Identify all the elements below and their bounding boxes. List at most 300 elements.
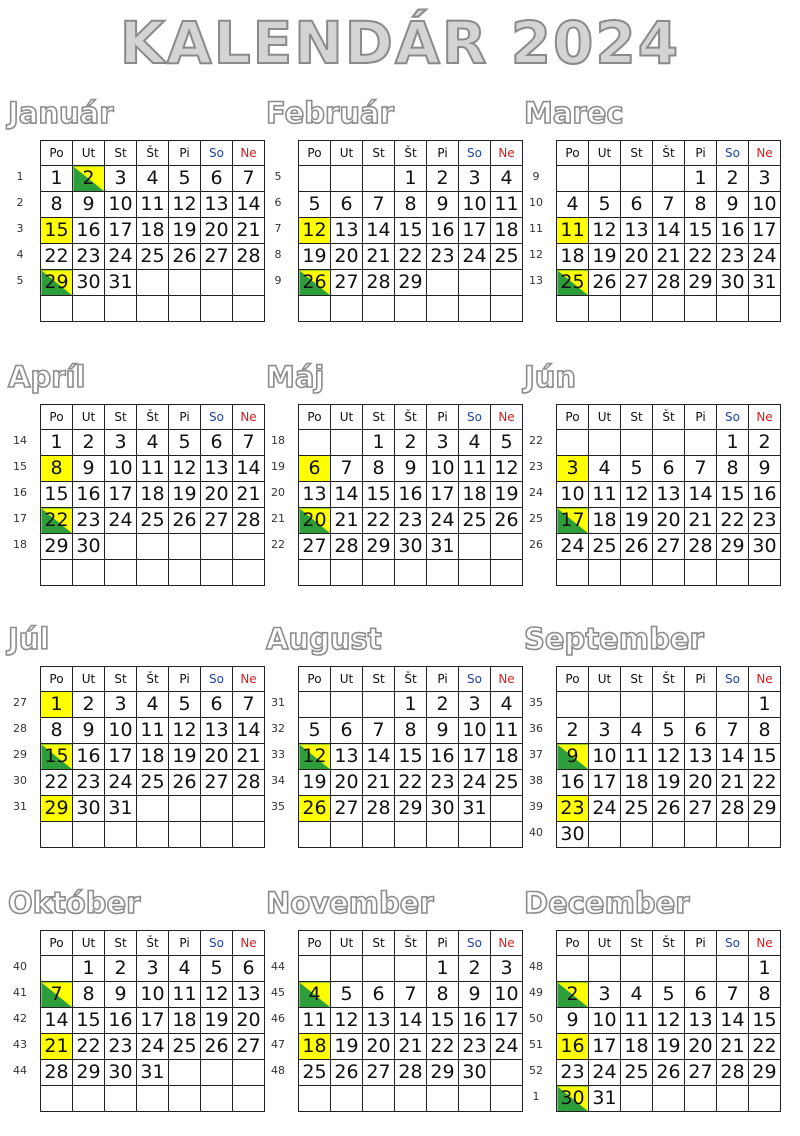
weekday-header: Št	[653, 141, 685, 166]
empty-cell	[233, 534, 265, 560]
empty-cell	[717, 1086, 749, 1112]
day-cell: 12	[621, 482, 653, 508]
day-cell: 6	[685, 718, 717, 744]
day-cell: 30	[73, 534, 105, 560]
week-number: 16	[13, 486, 27, 499]
empty-cell	[331, 430, 363, 456]
day-cell: 10	[105, 718, 137, 744]
day-cell: 1	[749, 956, 781, 982]
empty-cell	[73, 1086, 105, 1112]
weekday-header: Ut	[589, 405, 621, 430]
day-cell: 16	[73, 744, 105, 770]
day-cell: 19	[169, 218, 201, 244]
day-cell: 2	[427, 166, 459, 192]
week-number: 5	[16, 274, 24, 287]
day-cell: 31	[105, 796, 137, 822]
empty-cell	[73, 560, 105, 586]
month-grid	[40, 404, 265, 586]
weekday-header: Ne	[491, 931, 523, 956]
empty-cell	[491, 796, 523, 822]
empty-cell	[491, 1086, 523, 1112]
week-number: 32	[271, 722, 285, 735]
weekday-header: Št	[395, 667, 427, 692]
month-name: December	[524, 886, 690, 920]
weekday-header: So	[459, 141, 491, 166]
day-cell: 11	[169, 982, 201, 1008]
month-3	[6, 360, 266, 610]
weekday-header: St	[621, 141, 653, 166]
week-number: 33	[271, 748, 285, 761]
day-cell: 2	[557, 982, 589, 1008]
day-cell: 13	[653, 482, 685, 508]
day-cell: 27	[363, 1060, 395, 1086]
day-cell: 30	[73, 796, 105, 822]
empty-cell	[363, 956, 395, 982]
day-cell: 20	[299, 508, 331, 534]
day-cell: 28	[717, 1060, 749, 1086]
week-number: 38	[529, 774, 543, 787]
day-cell: 20	[685, 1034, 717, 1060]
day-cell: 10	[105, 192, 137, 218]
day-cell: 7	[363, 718, 395, 744]
day-cell: 1	[395, 166, 427, 192]
empty-cell	[233, 1060, 265, 1086]
day-cell: 19	[201, 1008, 233, 1034]
weekday-header: Št	[137, 405, 169, 430]
empty-cell	[459, 560, 491, 586]
weekday-header: Po	[41, 667, 73, 692]
week-number: 20	[271, 486, 285, 499]
day-cell: 25	[491, 244, 523, 270]
empty-cell	[685, 956, 717, 982]
empty-cell	[169, 822, 201, 848]
day-cell: 9	[73, 192, 105, 218]
day-cell: 8	[73, 982, 105, 1008]
day-cell: 10	[491, 982, 523, 1008]
week-number: 9	[274, 274, 282, 287]
week-number: 1	[532, 1090, 540, 1103]
day-cell: 2	[73, 692, 105, 718]
day-cell: 11	[137, 718, 169, 744]
weekday-header: Pi	[169, 405, 201, 430]
day-cell: 4	[137, 692, 169, 718]
day-cell: 12	[299, 218, 331, 244]
day-cell: 25	[169, 1034, 201, 1060]
day-cell: 5	[299, 718, 331, 744]
day-cell: 5	[331, 982, 363, 1008]
day-cell: 10	[749, 192, 781, 218]
day-cell: 20	[201, 482, 233, 508]
day-cell: 18	[169, 1008, 201, 1034]
month-name: Marec	[524, 96, 624, 130]
day-cell: 1	[427, 956, 459, 982]
day-cell: 6	[201, 692, 233, 718]
week-number: 40	[13, 960, 27, 973]
weekday-header: Ne	[749, 931, 781, 956]
empty-cell	[137, 1086, 169, 1112]
day-cell: 29	[717, 534, 749, 560]
day-cell: 9	[459, 982, 491, 1008]
empty-cell	[105, 822, 137, 848]
day-cell: 12	[653, 1008, 685, 1034]
day-cell: 6	[201, 430, 233, 456]
week-number: 48	[271, 1064, 285, 1077]
day-cell: 9	[73, 456, 105, 482]
month-grid	[298, 404, 523, 586]
weekday-header: St	[363, 667, 395, 692]
weekday-header: St	[363, 405, 395, 430]
day-cell: 7	[233, 430, 265, 456]
day-cell: 21	[717, 1034, 749, 1060]
day-cell: 18	[557, 244, 589, 270]
day-cell: 28	[685, 534, 717, 560]
weekday-header: Št	[137, 667, 169, 692]
empty-cell	[201, 296, 233, 322]
day-cell: 4	[589, 456, 621, 482]
empty-cell	[491, 560, 523, 586]
empty-cell	[717, 822, 749, 848]
day-cell: 5	[169, 692, 201, 718]
day-cell: 3	[105, 692, 137, 718]
day-cell: 26	[491, 508, 523, 534]
day-cell: 17	[589, 770, 621, 796]
day-cell: 12	[491, 456, 523, 482]
month-name: September	[524, 622, 704, 656]
day-cell: 3	[491, 956, 523, 982]
day-cell: 10	[589, 1008, 621, 1034]
weekday-header: Ne	[233, 141, 265, 166]
month-grid	[40, 666, 265, 848]
day-cell: 18	[621, 770, 653, 796]
day-cell: 29	[685, 270, 717, 296]
day-cell: 24	[459, 770, 491, 796]
day-cell: 28	[363, 796, 395, 822]
week-number: 26	[529, 538, 543, 551]
weekday-header: Po	[557, 931, 589, 956]
day-cell: 2	[73, 166, 105, 192]
day-cell: 16	[749, 482, 781, 508]
day-cell: 23	[459, 1034, 491, 1060]
empty-cell	[363, 166, 395, 192]
empty-cell	[621, 692, 653, 718]
day-cell: 3	[105, 430, 137, 456]
day-cell: 30	[717, 270, 749, 296]
day-cell: 27	[331, 270, 363, 296]
empty-cell	[621, 560, 653, 586]
week-number: 42	[13, 1012, 27, 1025]
weekday-header: So	[459, 667, 491, 692]
week-number: 9	[532, 170, 540, 183]
day-cell: 3	[459, 692, 491, 718]
day-cell: 28	[363, 270, 395, 296]
day-cell: 16	[105, 1008, 137, 1034]
day-cell: 8	[41, 718, 73, 744]
empty-cell	[589, 560, 621, 586]
day-cell: 30	[105, 1060, 137, 1086]
day-cell: 23	[105, 1034, 137, 1060]
day-cell: 14	[363, 744, 395, 770]
day-cell: 4	[169, 956, 201, 982]
day-cell: 29	[749, 1060, 781, 1086]
week-number: 30	[13, 774, 27, 787]
day-cell: 3	[589, 718, 621, 744]
day-cell: 20	[201, 744, 233, 770]
day-cell: 13	[685, 1008, 717, 1034]
day-cell: 25	[557, 270, 589, 296]
day-cell: 23	[427, 770, 459, 796]
week-number: 15	[13, 460, 27, 473]
empty-cell	[653, 560, 685, 586]
weekday-header: Ne	[233, 405, 265, 430]
empty-cell	[621, 166, 653, 192]
empty-cell	[621, 822, 653, 848]
day-cell: 29	[427, 1060, 459, 1086]
weekday-header: Pi	[427, 141, 459, 166]
empty-cell	[491, 822, 523, 848]
day-cell: 26	[169, 770, 201, 796]
day-cell: 5	[653, 982, 685, 1008]
day-cell: 14	[395, 1008, 427, 1034]
day-cell: 18	[137, 482, 169, 508]
day-cell: 2	[427, 692, 459, 718]
day-cell: 24	[557, 534, 589, 560]
empty-cell	[137, 796, 169, 822]
week-number: 28	[13, 722, 27, 735]
week-number: 45	[271, 986, 285, 999]
day-cell: 16	[427, 218, 459, 244]
day-cell: 28	[233, 244, 265, 270]
month-5	[522, 360, 782, 610]
day-cell: 24	[427, 508, 459, 534]
day-cell: 27	[233, 1034, 265, 1060]
week-number: 21	[271, 512, 285, 525]
day-cell: 31	[749, 270, 781, 296]
weekday-header: Ut	[589, 667, 621, 692]
month-grid	[298, 930, 523, 1112]
empty-cell	[459, 296, 491, 322]
day-cell: 24	[491, 1034, 523, 1060]
empty-cell	[299, 430, 331, 456]
day-cell: 17	[459, 218, 491, 244]
day-cell: 19	[589, 244, 621, 270]
day-cell: 4	[491, 692, 523, 718]
weekday-header: Št	[653, 405, 685, 430]
day-cell: 22	[749, 770, 781, 796]
weekday-header: Pi	[427, 931, 459, 956]
day-cell: 30	[73, 270, 105, 296]
day-cell: 27	[685, 1060, 717, 1086]
empty-cell	[105, 534, 137, 560]
month-grid	[556, 140, 781, 322]
day-cell: 22	[685, 244, 717, 270]
empty-cell	[557, 430, 589, 456]
day-cell: 7	[363, 192, 395, 218]
day-cell: 11	[621, 1008, 653, 1034]
week-number: 41	[13, 986, 27, 999]
weekday-header: Pi	[427, 667, 459, 692]
empty-cell	[299, 296, 331, 322]
week-number: 13	[529, 274, 543, 287]
day-cell: 21	[41, 1034, 73, 1060]
day-cell: 4	[557, 192, 589, 218]
day-cell: 9	[749, 456, 781, 482]
day-cell: 10	[459, 718, 491, 744]
day-cell: 28	[233, 770, 265, 796]
weekday-header: So	[717, 931, 749, 956]
empty-cell	[233, 560, 265, 586]
week-number: 35	[271, 800, 285, 813]
day-cell: 8	[717, 456, 749, 482]
day-cell: 28	[395, 1060, 427, 1086]
empty-cell	[557, 560, 589, 586]
weekday-header: So	[717, 667, 749, 692]
empty-cell	[427, 822, 459, 848]
week-number: 18	[13, 538, 27, 551]
weekday-header: Ne	[749, 405, 781, 430]
day-cell: 4	[137, 166, 169, 192]
day-cell: 23	[395, 508, 427, 534]
weekday-header: Pi	[685, 667, 717, 692]
empty-cell	[653, 956, 685, 982]
day-cell: 9	[717, 192, 749, 218]
empty-cell	[169, 1060, 201, 1086]
day-cell: 24	[105, 508, 137, 534]
day-cell: 14	[233, 456, 265, 482]
week-number: 31	[13, 800, 27, 813]
empty-cell	[201, 270, 233, 296]
empty-cell	[459, 270, 491, 296]
day-cell: 13	[363, 1008, 395, 1034]
day-cell: 10	[137, 982, 169, 1008]
day-cell: 4	[459, 430, 491, 456]
empty-cell	[331, 1086, 363, 1112]
day-cell: 19	[331, 1034, 363, 1060]
empty-cell	[427, 560, 459, 586]
day-cell: 23	[73, 244, 105, 270]
day-cell: 23	[557, 796, 589, 822]
day-cell: 14	[717, 744, 749, 770]
day-cell: 25	[589, 534, 621, 560]
day-cell: 9	[557, 1008, 589, 1034]
empty-cell	[557, 296, 589, 322]
empty-cell	[169, 560, 201, 586]
day-cell: 17	[427, 482, 459, 508]
month-name: August	[266, 622, 382, 656]
day-cell: 27	[653, 534, 685, 560]
day-cell: 21	[395, 1034, 427, 1060]
empty-cell	[331, 166, 363, 192]
weekday-header: Ut	[331, 405, 363, 430]
day-cell: 10	[589, 744, 621, 770]
weekday-header: Št	[395, 405, 427, 430]
empty-cell	[395, 296, 427, 322]
day-cell: 10	[105, 456, 137, 482]
day-cell: 3	[749, 166, 781, 192]
day-cell: 21	[363, 244, 395, 270]
day-cell: 14	[233, 192, 265, 218]
empty-cell	[621, 296, 653, 322]
day-cell: 14	[41, 1008, 73, 1034]
empty-cell	[589, 692, 621, 718]
weekday-header: St	[621, 405, 653, 430]
day-cell: 16	[427, 744, 459, 770]
day-cell: 24	[749, 244, 781, 270]
day-cell: 11	[557, 218, 589, 244]
day-cell: 3	[557, 456, 589, 482]
empty-cell	[137, 296, 169, 322]
day-cell: 14	[717, 1008, 749, 1034]
weekday-header: Ut	[589, 141, 621, 166]
day-cell: 6	[621, 192, 653, 218]
weekday-header: St	[105, 931, 137, 956]
day-cell: 27	[331, 796, 363, 822]
empty-cell	[169, 796, 201, 822]
day-cell: 2	[749, 430, 781, 456]
week-number: 46	[271, 1012, 285, 1025]
empty-cell	[233, 796, 265, 822]
day-cell: 26	[621, 534, 653, 560]
empty-cell	[201, 822, 233, 848]
day-cell: 31	[459, 796, 491, 822]
empty-cell	[73, 296, 105, 322]
empty-cell	[685, 1086, 717, 1112]
day-cell: 1	[41, 430, 73, 456]
day-cell: 12	[201, 982, 233, 1008]
day-cell: 20	[621, 244, 653, 270]
month-0	[6, 96, 266, 346]
empty-cell	[299, 956, 331, 982]
day-cell: 28	[41, 1060, 73, 1086]
day-cell: 21	[363, 770, 395, 796]
day-cell: 2	[395, 430, 427, 456]
weekday-header: So	[201, 931, 233, 956]
weekday-header: Pi	[685, 405, 717, 430]
day-cell: 30	[557, 1086, 589, 1112]
day-cell: 12	[169, 192, 201, 218]
day-cell: 1	[73, 956, 105, 982]
weekday-header: Št	[653, 931, 685, 956]
day-cell: 7	[717, 718, 749, 744]
month-grid	[298, 666, 523, 848]
day-cell: 14	[331, 482, 363, 508]
weekday-header: St	[105, 141, 137, 166]
day-cell: 6	[299, 456, 331, 482]
empty-cell	[491, 1060, 523, 1086]
day-cell: 22	[41, 770, 73, 796]
day-cell: 23	[73, 770, 105, 796]
day-cell: 13	[331, 744, 363, 770]
empty-cell	[233, 270, 265, 296]
day-cell: 25	[137, 770, 169, 796]
empty-cell	[169, 270, 201, 296]
weekday-header: Ut	[331, 667, 363, 692]
day-cell: 4	[299, 982, 331, 1008]
day-cell: 9	[557, 744, 589, 770]
weekday-header: So	[717, 405, 749, 430]
day-cell: 14	[363, 218, 395, 244]
day-cell: 24	[589, 796, 621, 822]
weekday-header: Ne	[233, 667, 265, 692]
month-name: November	[266, 886, 434, 920]
day-cell: 23	[73, 508, 105, 534]
day-cell: 13	[201, 718, 233, 744]
empty-cell	[363, 822, 395, 848]
day-cell: 18	[491, 744, 523, 770]
day-cell: 10	[459, 192, 491, 218]
weekday-header: Po	[41, 141, 73, 166]
day-cell: 20	[233, 1008, 265, 1034]
day-cell: 26	[653, 1060, 685, 1086]
